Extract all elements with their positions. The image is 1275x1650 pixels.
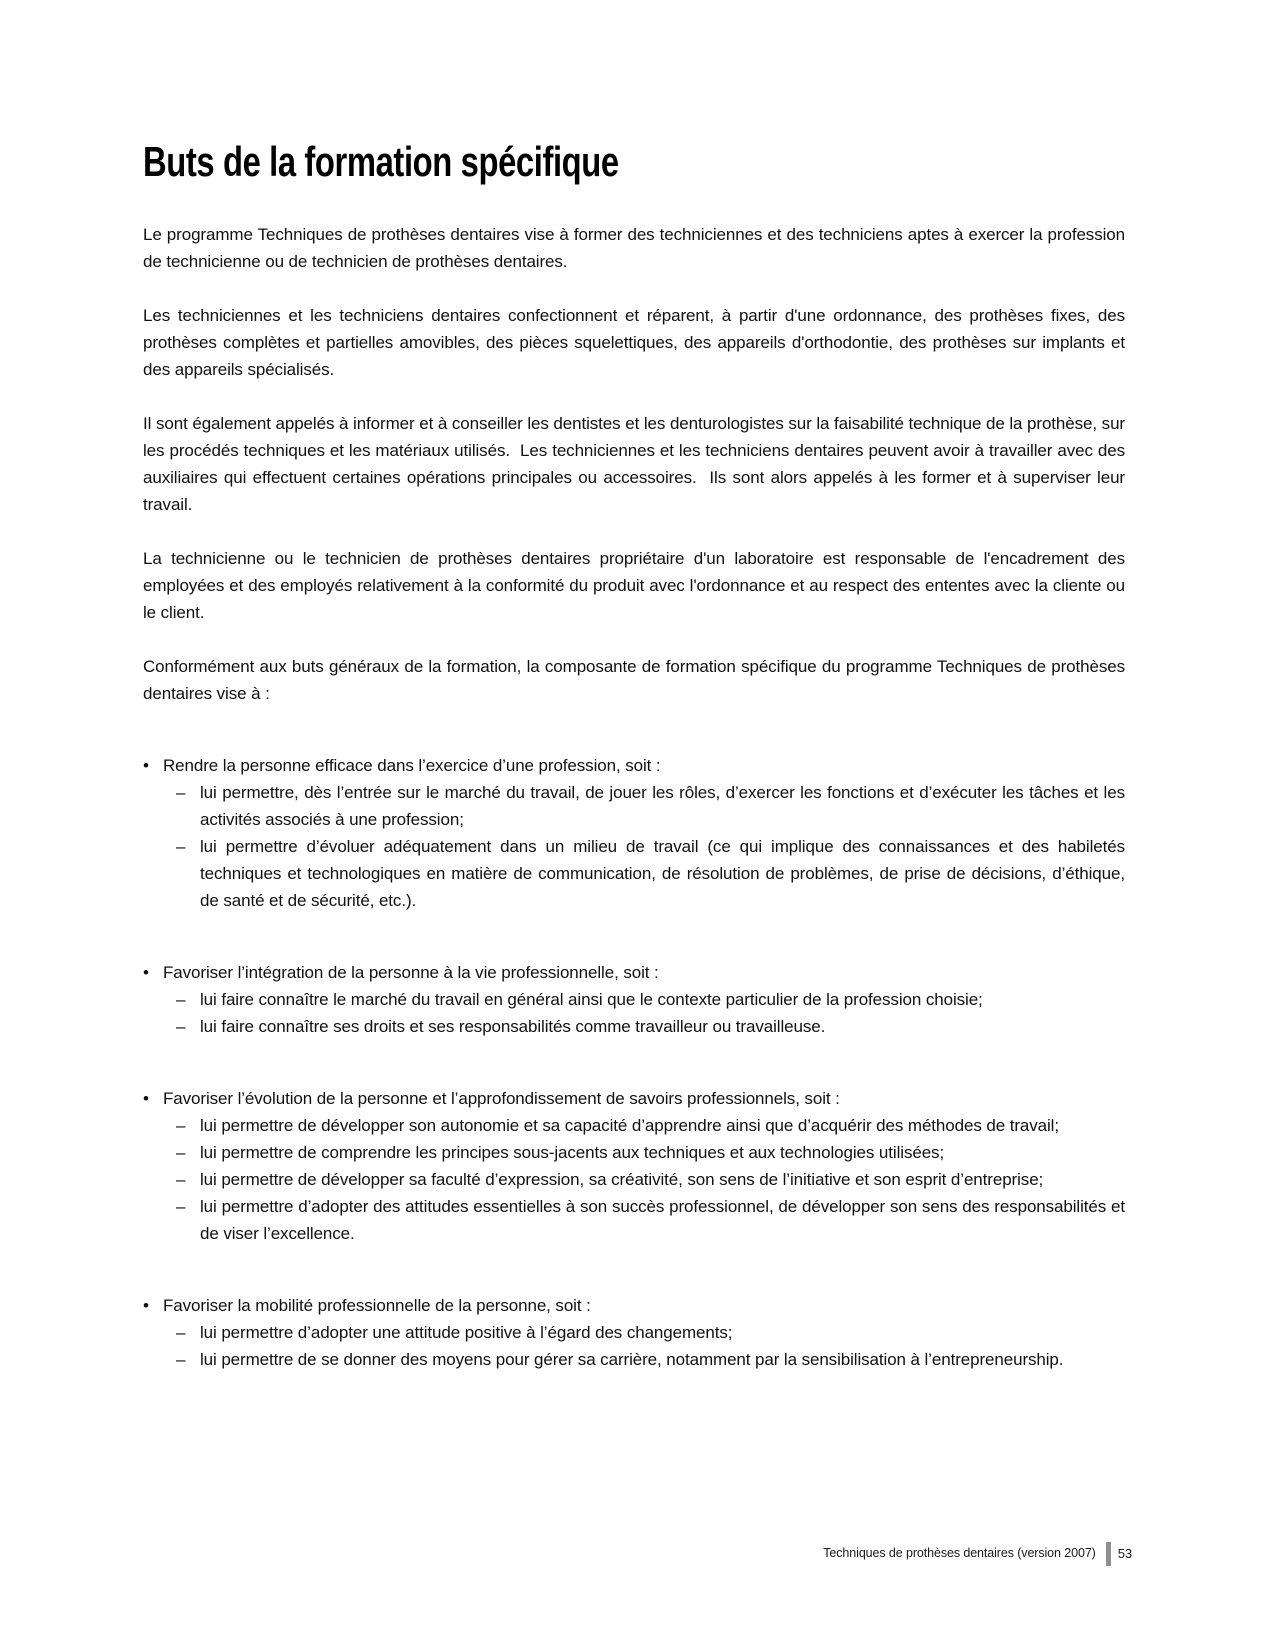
subitem-text: lui faire connaître le marché du travail en général ainsi que le contexte particulier de la profession choisie; xyxy=(200,990,983,1010)
dash-icon: – xyxy=(176,1143,186,1163)
page-title: Buts de la formation spécifique xyxy=(143,138,619,185)
bullet-item xyxy=(143,959,1125,986)
bullet-subitem xyxy=(143,833,1125,914)
subitem-text: lui permettre de se donner des moyens pour gérer sa carrière, notamment par la sensibilisation à l’entrepreneurship. xyxy=(200,1350,1064,1370)
dash-icon: – xyxy=(176,837,186,857)
bullet-label: Favoriser l’intégration de la personne à la vie professionnelle, soit : xyxy=(163,963,659,983)
subitem-text: lui permettre, dès l’entrée sur le marché du travail, de jouer les rôles, d’exercer les fonctions et d’exécuter les tâches et les activités associés à une profession; xyxy=(200,783,1125,830)
bullet-label: Rendre la personne efficace dans l’exercice d’une profession, soit : xyxy=(163,756,661,776)
bullet-icon: • xyxy=(143,756,149,776)
bullet-item xyxy=(143,1085,1125,1112)
bullet-subitem xyxy=(143,1166,1125,1193)
paragraph-intro: Le programme Techniques de prothèses dentaires vise à former des techniciennes et des techniciens aptes à exercer la profession de technicienne ou de technicien de prothèses dentaires. xyxy=(143,225,1125,272)
paragraph-conformement: Conformément aux buts généraux de la formation, la composante de formation spécifique du programme Techniques de prothèses dentaires vise à : xyxy=(143,657,1125,704)
bullet-icon: • xyxy=(143,1089,149,1109)
footer-text: Techniques de prothèses dentaires (version 2007) xyxy=(823,1546,1096,1560)
dash-icon: – xyxy=(176,1350,186,1370)
subitem-text: lui permettre de développer son autonomie et sa capacité d’apprendre ainsi que d’acquérir des méthodes de travail; xyxy=(200,1116,1059,1136)
paragraph-taches: Les techniciennes et les techniciens dentaires confectionnent et réparent, à partir d'une ordonnance, des prothèses fixes, des prothèses complètes et partielles amovibles, des pièces squelettiques, des appareils d'orthodontie, des prothèses sur implants et des appareils spécialisés. xyxy=(143,306,1125,380)
dash-icon: – xyxy=(176,1116,186,1136)
bullet-subitem xyxy=(143,1112,1125,1139)
bullet-subitem xyxy=(143,779,1125,833)
bullet-subitem xyxy=(143,1139,1125,1166)
page-number: 53 xyxy=(1117,1545,1132,1561)
bullet-icon: • xyxy=(143,1296,149,1316)
bullet-label: Favoriser la mobilité professionnelle de la personne, soit : xyxy=(163,1296,591,1316)
subitem-text: lui permettre d’évoluer adéquatement dans un milieu de travail (ce qui implique des connaissances et des habiletés techniques et technologiques en matière de communication, de résolution de problèmes, de prise de décisions, d’éthique, de santé et de sécurité, etc.). xyxy=(200,837,1125,911)
page-footer xyxy=(823,1540,1132,1566)
dash-icon: – xyxy=(176,990,186,1010)
dash-icon: – xyxy=(176,1197,186,1217)
bullet-group-mobilite xyxy=(143,1292,1125,1373)
bullet-icon: • xyxy=(143,963,149,983)
subitem-text: lui permettre de comprendre les principes sous-jacents aux techniques et aux technologies utilisées; xyxy=(200,1143,945,1163)
dash-icon: – xyxy=(176,1323,186,1343)
document-body xyxy=(143,138,1125,1418)
subitem-text: lui permettre d’adopter une attitude positive à l’égard des changements; xyxy=(200,1323,733,1343)
subitem-text: lui permettre de développer sa faculté d’expression, sa créativité, son sens de l’initiative et son esprit d’entreprise; xyxy=(200,1170,1044,1190)
bullet-subitem xyxy=(143,1193,1125,1247)
bullet-subitem xyxy=(143,1346,1125,1373)
bullet-label: Favoriser l’évolution de la personne et l’approfondissement de savoirs professionnels, soit : xyxy=(163,1089,840,1109)
bullet-group-efficacite xyxy=(143,752,1125,914)
bullet-item xyxy=(143,1292,1125,1319)
footer-divider xyxy=(1106,1542,1111,1566)
bullet-item xyxy=(143,752,1125,779)
subitem-text: lui faire connaître ses droits et ses responsabilités comme travailleur ou travailleuse. xyxy=(200,1017,826,1037)
dash-icon: – xyxy=(176,1017,186,1037)
bullet-subitem xyxy=(143,986,1125,1013)
bullet-subitem xyxy=(143,1319,1125,1346)
dash-icon: – xyxy=(176,1170,186,1190)
bullet-group-evolution xyxy=(143,1085,1125,1247)
subitem-text: lui permettre d’adopter des attitudes essentielles à son succès professionnel, de développer son sens des responsabilités et de viser l’excellence. xyxy=(200,1197,1125,1244)
paragraph-conseil: Il sont également appelés à informer et à conseiller les dentistes et les denturologistes sur la faisabilité technique de la prothèse, sur les procédés techniques et les matériaux utilisés. Les techniciennes et les techniciens dentaires peuvent avoir à travailler avec des auxiliaires qui effectuent certaines opérations principales ou accessoires. Ils sont alors appelés à les former et à superviser leur travail. xyxy=(143,414,1125,515)
bullet-group-integration xyxy=(143,959,1125,1040)
bullet-subitem xyxy=(143,1013,1125,1040)
paragraph-responsabilite: La technicienne ou le technicien de prothèses dentaires propriétaire d'un laboratoire est responsable de l'encadrement des employées et des employés relativement à la conformité du produit avec l'ordonnance et au respect des ententes avec la cliente ou le client. xyxy=(143,549,1125,623)
dash-icon: – xyxy=(176,783,186,803)
